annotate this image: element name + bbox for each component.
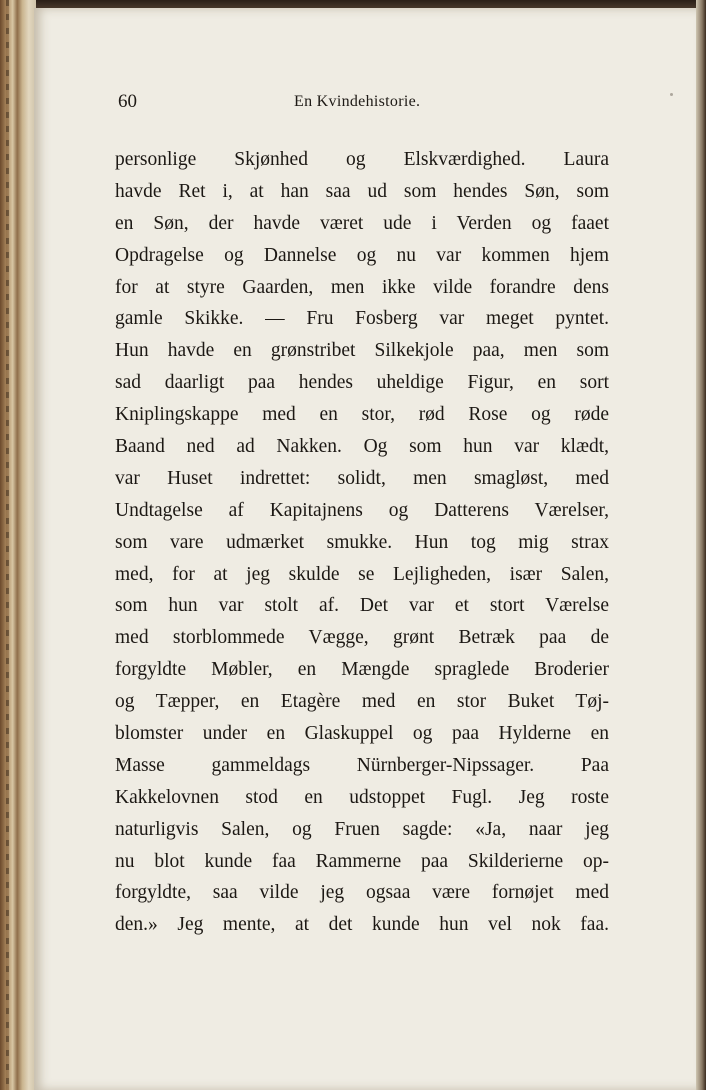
- text-line: og Tæpper, en Etagère med en stor Buket Tøj-: [115, 691, 609, 713]
- text-line: Masse gammeldags Nürnberger-Nipssager. Paa: [115, 754, 609, 776]
- text-line: Kniplingskappe med en stor, rød Rose og røde: [115, 404, 609, 426]
- text-line: for at styre Gaarden, men ikke vilde forandre dens: [115, 276, 609, 298]
- text-line: Undtagelse af Kapitajnens og Datterens Værelser,: [115, 499, 609, 521]
- right-edge: [696, 0, 706, 1090]
- text-line: Kakkelovnen stod en udstoppet Fugl. Jeg roste: [115, 786, 609, 808]
- text-line: var Huset indrettet: solidt, men smagløst, med: [115, 467, 609, 489]
- body-text: [115, 144, 609, 941]
- text-line: forgyldte, saa vilde jeg ogsaa være fornøjet med: [115, 882, 609, 904]
- text-line: gamle Skikke. — Fru Fosberg var meget pyntet.: [115, 308, 609, 330]
- text-line: en Søn, der havde været ude i Verden og faaet: [115, 212, 609, 234]
- paper-speck: [670, 93, 673, 96]
- page-number: 60: [118, 91, 137, 112]
- text-line: som hun var stolt af. Det var et stort Værelse: [115, 595, 609, 617]
- running-title: En Kvindehistorie.: [294, 93, 421, 110]
- text-line: personlige Skjønhed og Elskværdighed. Laura: [115, 149, 609, 170]
- text-line: blomster under en Glaskuppel og paa Hylderne en: [115, 723, 609, 745]
- text-line: Hun havde en grønstribet Silkekjole paa, men som: [115, 340, 609, 362]
- text-line: sad daarligt paa hendes uheldige Figur, en sort: [115, 372, 609, 394]
- book-spine: [0, 0, 36, 1090]
- text-line: nu blot kunde faa Rammerne paa Skilderierne op-: [115, 850, 609, 872]
- text-line: Opdragelse og Dannelse og nu var kommen hjem: [115, 244, 609, 266]
- running-head: [118, 91, 558, 113]
- text-line: som vare udmærket smukke. Hun tog mig strax: [115, 531, 609, 553]
- text-line: den.» Jeg mente, at det kunde hun vel nok faa.: [115, 914, 609, 936]
- text-line: forgyldte Møbler, en Mængde spraglede Broderier: [115, 659, 609, 681]
- text-line: med storblommede Vægge, grønt Betræk paa de: [115, 627, 609, 649]
- text-line: havde Ret i, at han saa ud som hendes Søn, som: [115, 180, 609, 202]
- text-line: med, for at jeg skulde se Lejligheden, især Salen,: [115, 563, 609, 585]
- text-line: naturligvis Salen, og Fruen sagde: «Ja, naar jeg: [115, 818, 609, 840]
- text-line: Baand ned ad Nakken. Og som hun var klædt,: [115, 436, 609, 458]
